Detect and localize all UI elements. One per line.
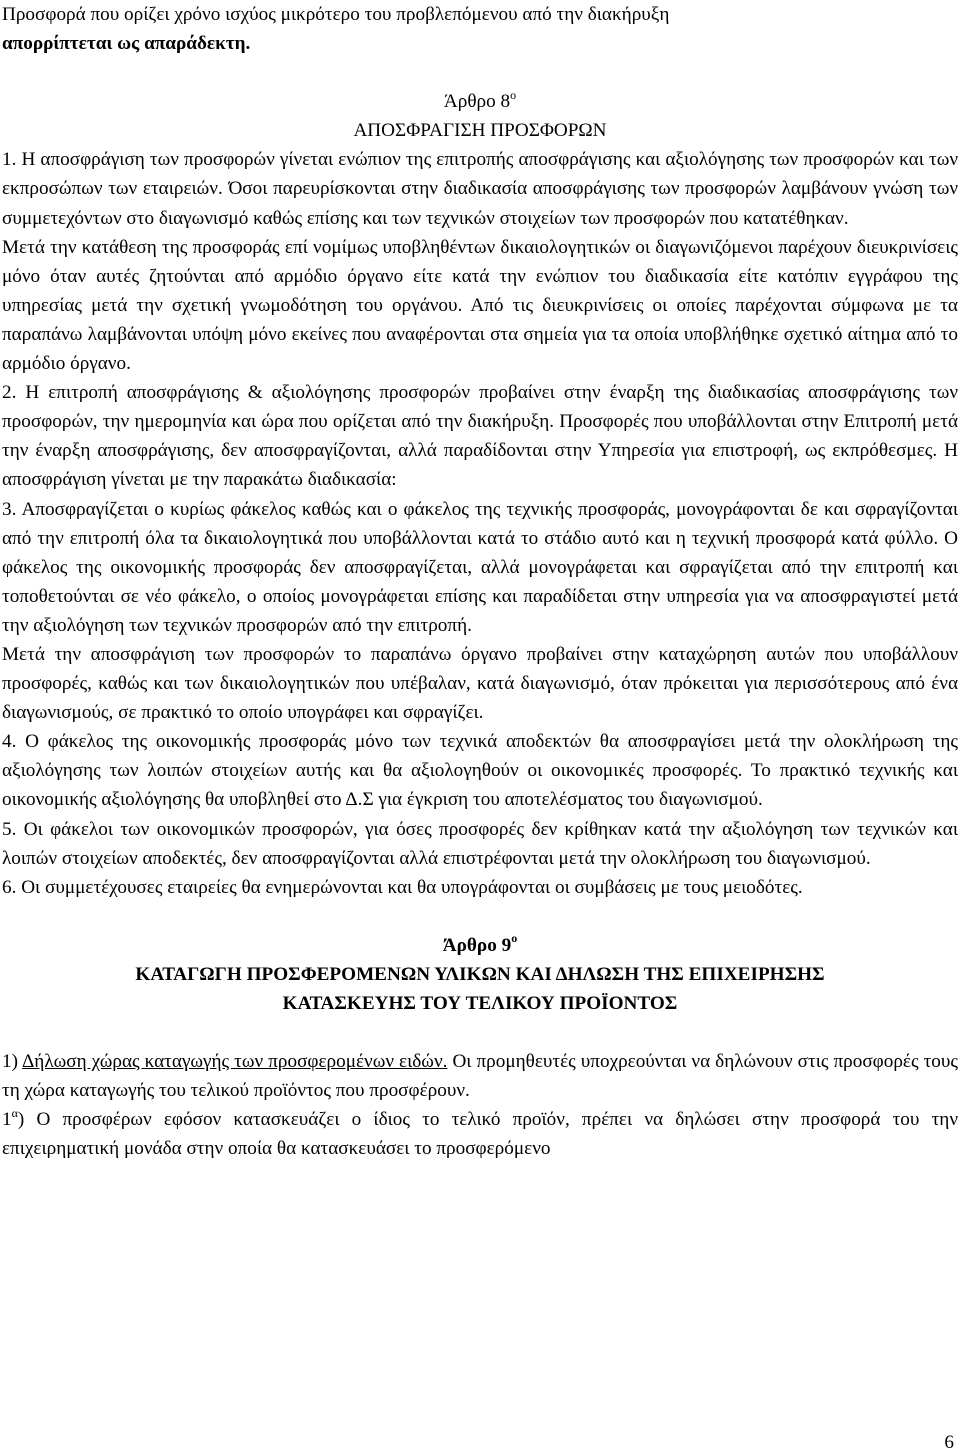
article-9-ordinal: ο (511, 931, 518, 946)
section-1-paragraph-a: 1. Η αποσφράγιση των προσφορών γίνεται ενώπιον της επιτροπής αποσφράγισης και αξιολόγησης των προσφορών και των εκπροσώπων των εταιρειών. Όσοι παρευρίσκονται στην διαδικασία αποσφράγισης των προσφορών λαμβάνουν γνώση των συμμετεχόντων στο διαγωνισμό καθώς επίσης και των τεχνικών στοιχείων των προσφορών που κατατέθηκαν. (2, 149, 958, 229)
section-5-paragraph: 5. Οι φάκελοι των οικονομικών προσφορών, για όσες προσφορές δεν κρίθηκαν κατά την αξιολόγηση των τεχνικών και λοιπών στοιχείων αποδεκτές, δεν αποσφραγίζονται αλλά επιστρέφονται μετά την ολοκλήρωση του διαγωνισμού. (2, 818, 958, 869)
spacer (2, 58, 958, 87)
item-1-number: 1) (2, 1051, 22, 1073)
article-9-label: Άρθρο 9 (442, 934, 512, 956)
section-1-paragraph-b: Μετά την κατάθεση της προσφοράς επί νομίμως υποβληθέντων δικαιολογητικών οι διαγωνιζόμενοι παρέχουν διευκρινίσεις μόνο όταν αυτές ζητούνται από αρμόδιο όργανο είτε κατά την ενώπιον του διαδικασία είτε κατόπιν εγγράφου της υπηρεσίας μετά την σχετική γνωμοδότηση του οργάνου. Από τις διευκρινίσεις οι οποίες παρέχονται σύμφωνα με τα παραπάνω λαμβάνονται υπόψη μόνο εκείνες που αναφέρονται στα σημεία για τα οποία υποβλήθηκε σχετικό αίτημα από το αρμόδιο όργανο. (2, 236, 958, 375)
article-9-subtitle-line2: ΚΑΤΑΣΚΕΥΗΣ ΤΟΥ ΤΕΛΙΚΟΥ ΠΡΟΪΟΝΤΟΣ (282, 993, 678, 1014)
section-3-paragraph-b: Μετά την αποσφράγιση των προσφορών το παραπάνω όργανο προβαίνει στην καταχώρηση αυτών που υποβάλλουν προσφορές, καθώς και των δικαιολογητικών που υπέβαλαν, κατά διαγωνισμό, όταν πρόκειται για περισσότερους από ένα διαγωνισμούς, σε πρακτικό το οποίο υπογράφει και σφραγίζει. (2, 643, 958, 724)
item-1a-superscript: α (11, 1105, 18, 1120)
item-1a-number: 1 (2, 1109, 12, 1131)
page-number: 6 (944, 1432, 954, 1453)
article-8-label: Άρθρο 8 (443, 91, 511, 113)
paragraph-validity-period (2, 0, 958, 58)
article-9-title (2, 931, 958, 960)
validity-text: Προσφορά που ορίζει χρόνο ισχύος μικρότερο του προβλεπόμενου από την διακήρυξη (2, 4, 670, 25)
item-1-text: Οι προμηθευτές υποχρεούνται να δηλώνουν στις προσφορές τους τη χώρα καταγωγής του τελικού προϊόντος που προσφέρουν. (2, 1051, 958, 1102)
item-1-paragraph (2, 1047, 958, 1105)
article-8-title (2, 87, 958, 116)
item-1a-text: ) Ο προσφέρων εφόσον κατασκευάζει ο ίδιος το τελικό προϊόν, πρέπει να δηλώσει στην προσφορά του την επιχειρηματική μονάδα στην οποία θα κατασκευάσει το προσφερόμενο (2, 1109, 958, 1160)
item-1a-paragraph (2, 1105, 958, 1163)
section-6-paragraph: 6. Οι συμμετέχουσες εταιρείες θα ενημερώνονται και θα υπογράφονται οι συμβάσεις με τους μειοδότες. (2, 876, 803, 898)
article-8-ordinal: ο (510, 87, 517, 102)
spacer (2, 902, 958, 931)
section-3-paragraph-a: 3. Αποσφραγίζεται ο κυρίως φάκελος καθώς και ο φάκελος της τεχνικής προσφοράς, μονογράφονται δε και σφραγίζονται από την επιτροπή όλα τα δικαιολογητικά που υποβάλλονται κατά το στάδιο αυτό και η τεχνική προσφορά κατά φύλλο. Ο φάκελος της οικονομικής προσφοράς δεν αποσφραγίζεται, αλλά μονογράφεται και σφραγίζεται από την επιτροπή και τοποθετούνται σε νέο φάκελο, ο οποίος μονογράφεται επίσης και παραδίδεται στην υπηρεσία για να αποσφραγιστεί μετά την αξιολόγηση των τεχνικών προσφορών από την επιτροπή. (2, 498, 958, 636)
section-2-paragraph: 2. Η επιτροπή αποσφράγισης & αξιολόγησης προσφορών προβαίνει στην έναρξη της διαδικασίας αποσφράγισης των προσφορών, την ημερομηνία και ώρα που ορίζεται από την διακήρυξη. Προσφορές που υποβάλλονται στην Επιτροπή μετά την έναρξη αποσφράγισης, δεν αποσφραγίζονται, αλλά παραδίδονται στην Υπηρεσία για επιστροφή, ως εκπρόθεσμες. Η αποσφράγιση γίνεται με την παρακάτω διαδικασία: (2, 382, 958, 491)
article-8-subtitle: ΑΠΟΣΦΡΑΓΙΣΗ ΠΡΟΣΦΟΡΩΝ (353, 120, 607, 142)
item-1-heading: Δήλωση χώρας καταγωγής των προσφερομένων ειδών. (21, 1051, 448, 1073)
rejection-text: απορρίπτεται ως απαράδεκτη. (2, 33, 251, 55)
section-4-paragraph: 4. Ο φάκελος της οικονομικής προσφοράς μόνο των τεχνικά αποδεκτών θα αποσφραγίσει μετά την ολοκλήρωση της αξιολόγησης των λοιπών στοιχείων αυτής και θα αξιολογηθούν οι οικονομικές προσφορές. Το πρακτικό τεχνικής και οικονομικής αξιολόγησης θα υποβληθεί στο Δ.Σ για έγκριση του αποτελέσματος του διαγωνισμού. (2, 731, 958, 811)
article-9-subtitle-line1: ΚΑΤΑΓΩΓΗ ΠΡΟΣΦΕΡΟΜΕΝΩΝ ΥΛΙΚΩΝ ΚΑΙ ΔΗΛΩΣΗ ΤΗΣ ΕΠΙΧΕΙΡΗΣΗΣ (135, 963, 825, 985)
spacer (2, 1018, 958, 1047)
